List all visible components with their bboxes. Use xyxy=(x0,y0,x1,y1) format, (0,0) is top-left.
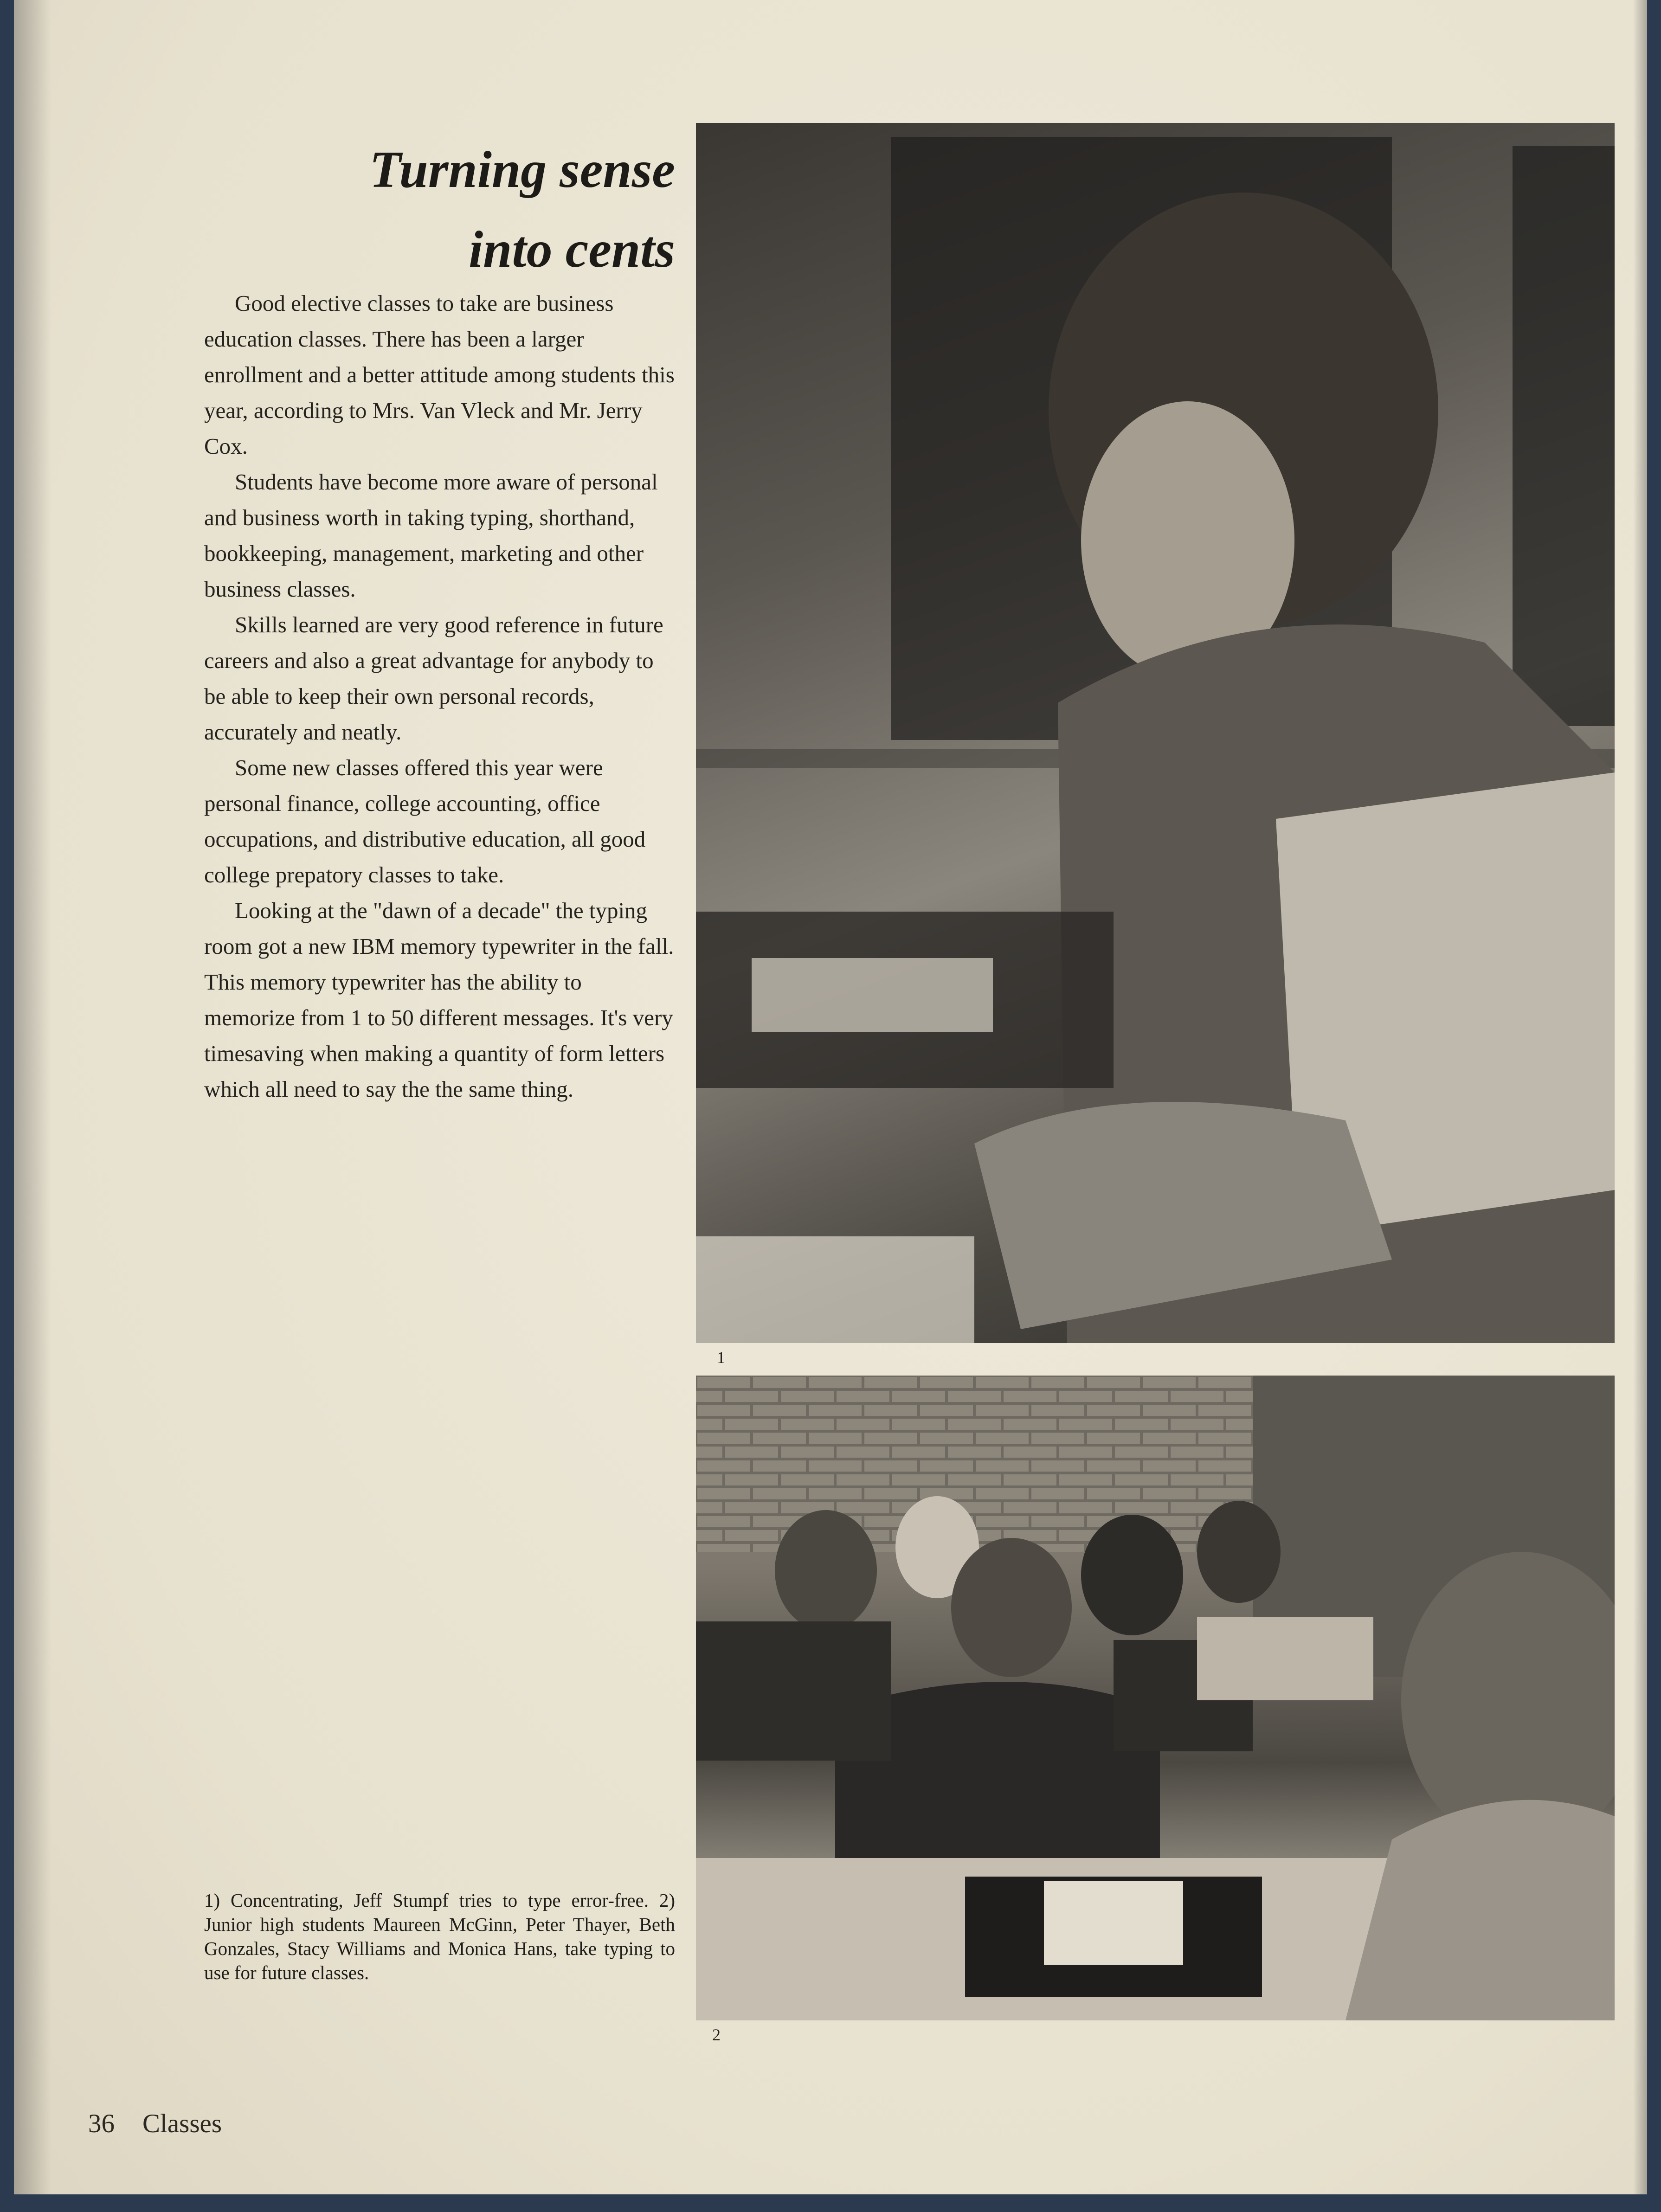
yearbook-page xyxy=(14,0,1647,2194)
photo-student-at-typewriter xyxy=(696,123,1615,1343)
headline-line-2: into cents xyxy=(469,221,675,278)
binding-shadow xyxy=(14,0,51,2194)
section-name: Classes xyxy=(142,2109,222,2138)
photo-1-illustration xyxy=(696,123,1615,1343)
page-number: 36 xyxy=(88,2109,115,2138)
paragraph: Some new classes offered this year were personal finance, college accounting, office occupations, and distributive education, all good college prepatory classes to take. xyxy=(204,755,646,887)
page-edge xyxy=(1633,0,1647,2194)
article-body xyxy=(204,285,675,1107)
headline-line-1: Turning sense xyxy=(369,141,675,199)
headline xyxy=(153,130,675,289)
photo-number: 1 xyxy=(717,1348,725,1367)
paragraph: Students have become more aware of personal and business worth in taking typing, shorthand, bookkeeping, management, marketing and other business classes. xyxy=(204,469,658,602)
photo-number: 2 xyxy=(712,2026,721,2044)
paragraph: Skills learned are very good reference in future careers and also a great advantage for anybody to be able to keep their own personal records, accurately and neatly. xyxy=(204,612,663,745)
paragraph: Good elective classes to take are business education classes. There has been a larger enrollment and a better attitude among students this year, according to Mrs. Van Vleck and Mr. Jerry Cox. xyxy=(204,290,675,459)
photo-2-illustration xyxy=(696,1376,1615,2020)
folio xyxy=(88,2109,222,2139)
paragraph: Looking at the "dawn of a decade" the typing room got a new IBM memory typewriter in the fall. This memory typewriter has the ability to memorize from 1 to 50 different messages. It's very timesaving when making a quantity of form letters which all need to say the the same thing. xyxy=(204,898,674,1102)
photo-typing-class xyxy=(696,1376,1615,2020)
photo-caption: 1) Concentrating, Jeff Stumpf tries to type error-free. 2) Junior high students Maureen McGinn, Peter Thayer, Beth Gonzales, Stacy Williams and Monica Hans, take typing to use for future classes. xyxy=(204,1890,675,1983)
